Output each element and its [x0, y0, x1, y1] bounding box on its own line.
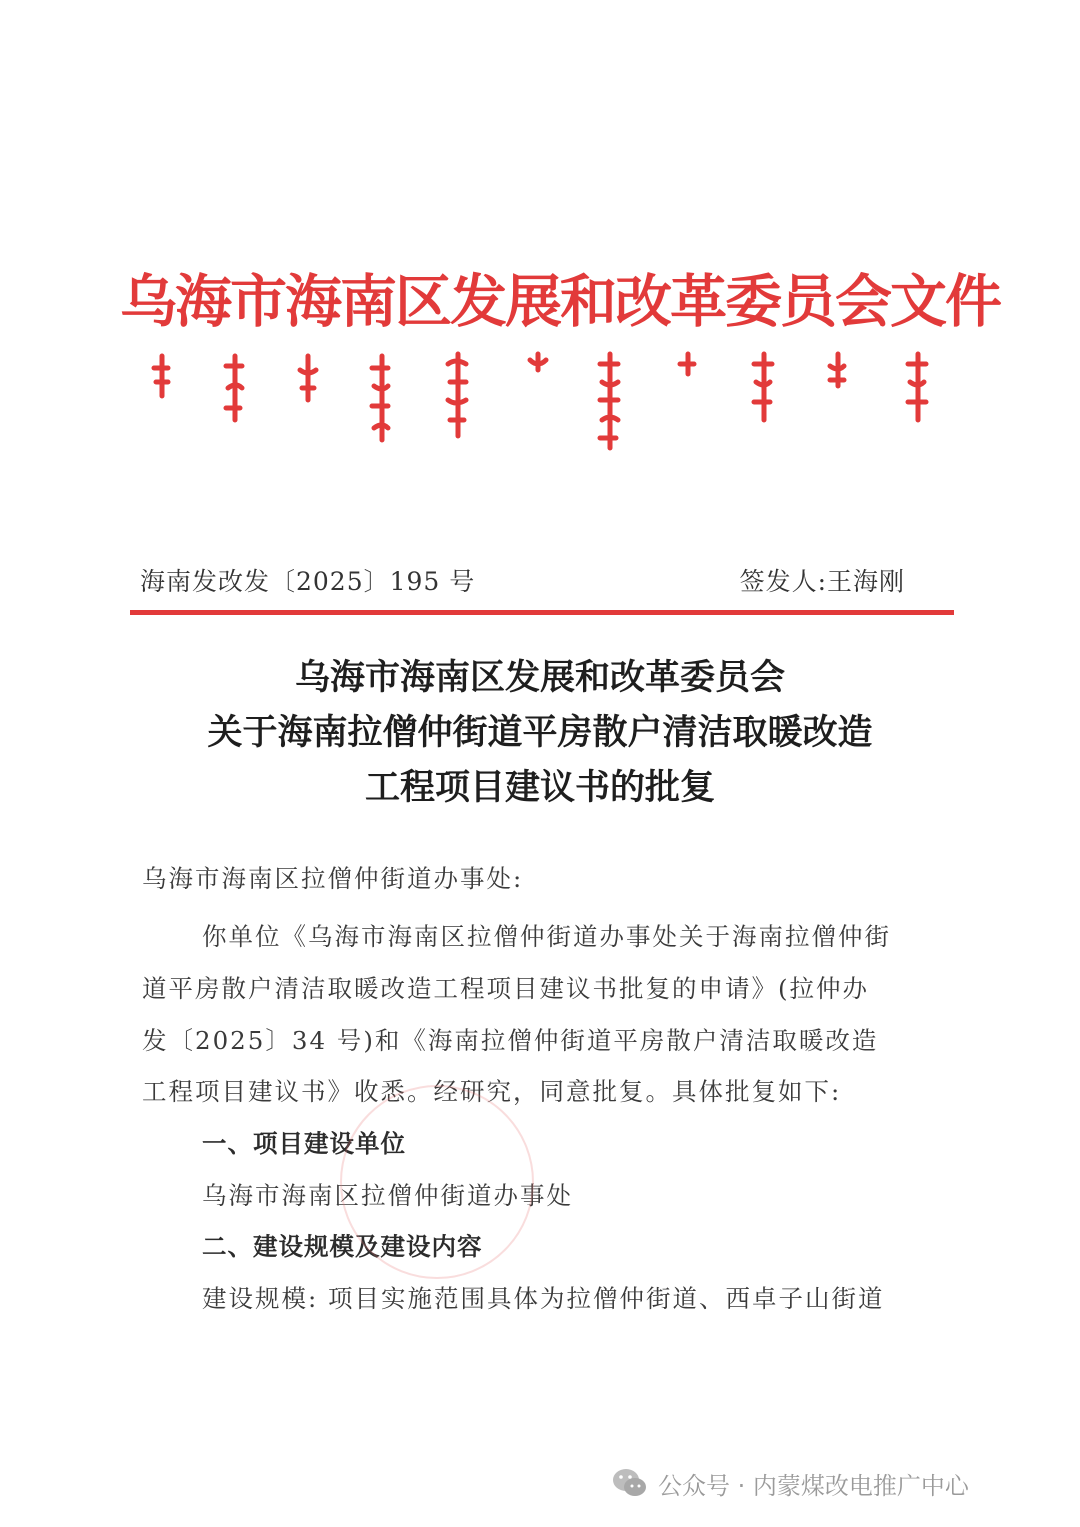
mongolian-script-graphic — [140, 348, 940, 458]
org-file-title: 乌海市海南区发展和改革委员会文件 — [120, 268, 1000, 335]
addressee: 乌海市海南区拉僧仲街道办事处: — [142, 864, 524, 893]
issuer-signatory: 签发人:王海刚 — [739, 567, 905, 596]
watermark-text: 公众号 · 内蒙煤改电推广中心 — [658, 1471, 969, 1500]
subject-line-2: 关于海南拉僧仲街道平房散户清洁取暖改造 — [207, 712, 873, 753]
paragraph-line: 你单位《乌海市海南区拉僧仲街道办事处关于海南拉僧仲街 — [202, 922, 891, 951]
paragraph-line: 发〔2025〕34 号)和《海南拉僧仲街道平房散户清洁取暖改造 — [142, 1026, 879, 1055]
subject-line-3: 工程项目建议书的批复 — [364, 767, 715, 808]
document-number: 海南发改发〔2025〕195 号 — [140, 567, 476, 596]
section-heading-2: 二、建设规模及建设内容 — [202, 1232, 483, 1261]
section-heading-1: 一、项目建设单位 — [202, 1129, 406, 1158]
construction-scale: 建设规模: 项目实施范围具体为拉僧仲街道、西卓子山街道 — [202, 1284, 885, 1313]
construction-unit: 乌海市海南区拉僧仲街道办事处 — [202, 1181, 573, 1210]
mongolian-script-title — [140, 348, 940, 458]
red-divider — [130, 610, 954, 615]
wechat-icon — [612, 1467, 648, 1499]
wechat-watermark — [612, 1462, 969, 1504]
subject-line-1: 乌海市海南区发展和改革委员会 — [294, 657, 785, 698]
paragraph-line: 工程项目建议书》收悉。经研究，同意批复。具体批复如下: — [142, 1077, 842, 1106]
document-subject — [100, 650, 980, 815]
paragraph-line: 道平房散户清洁取暖改造工程项目建议书批复的申请》(拉仲办 — [142, 974, 870, 1003]
